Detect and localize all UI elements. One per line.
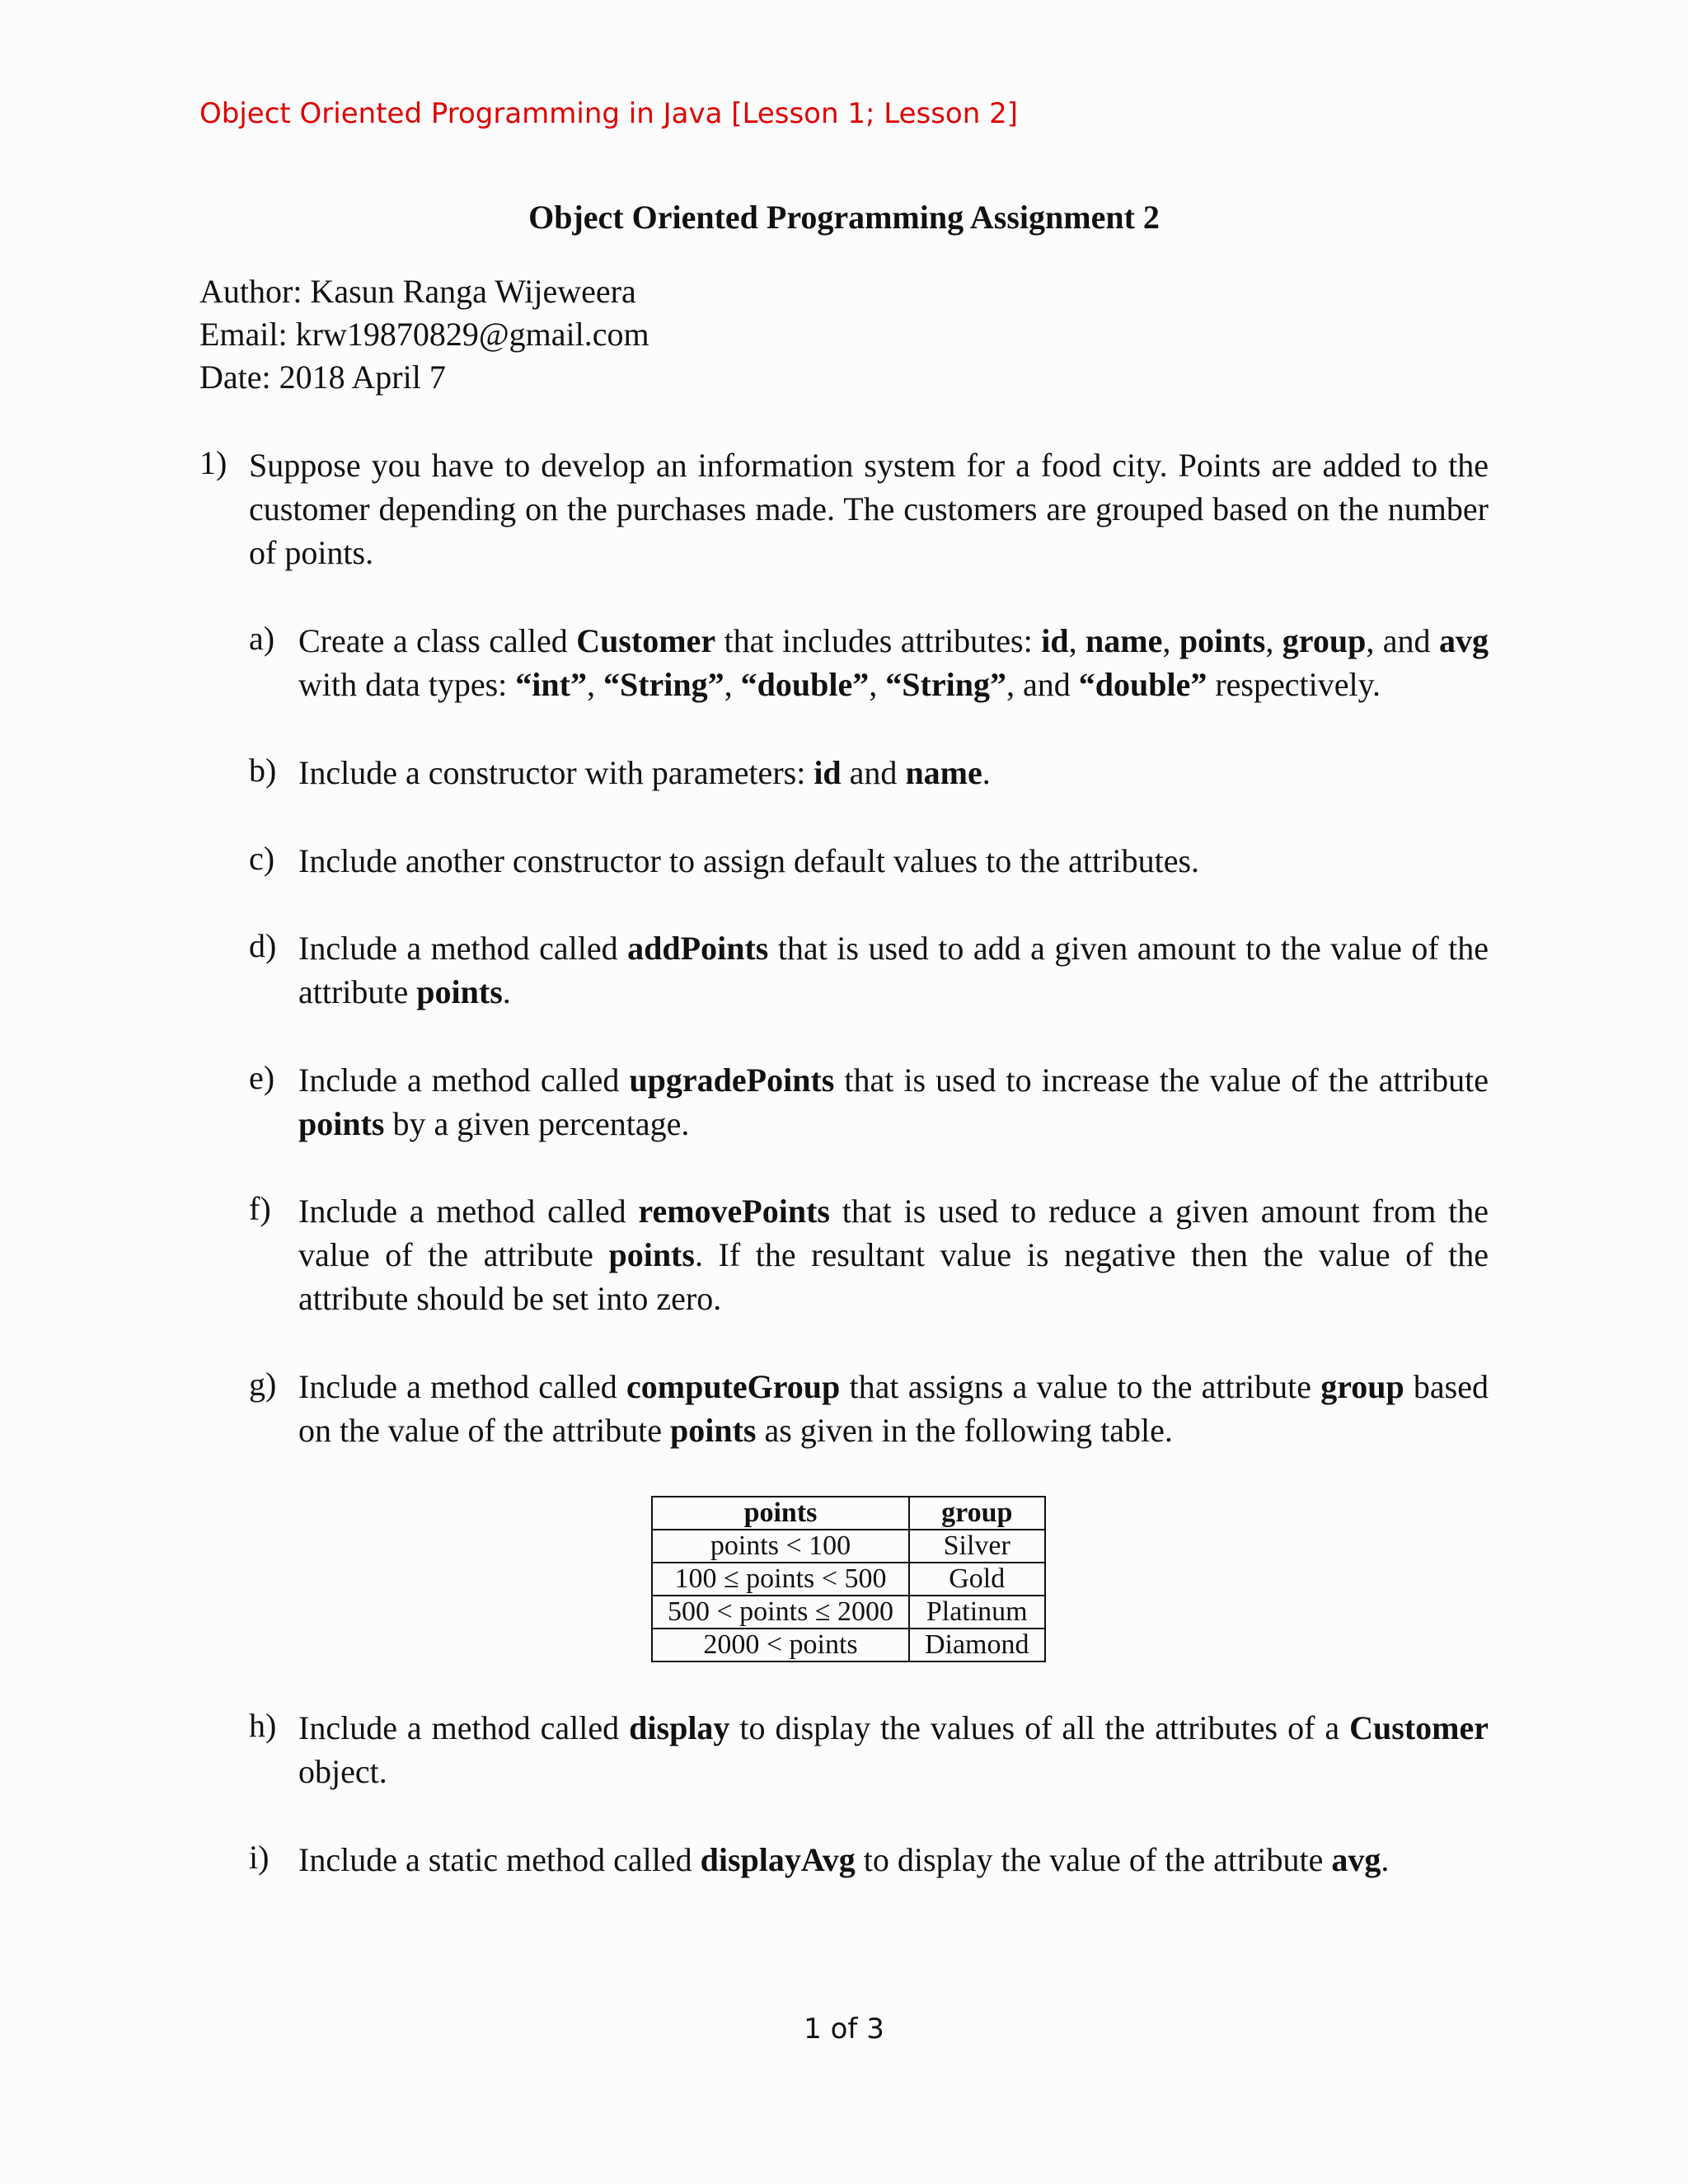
page-number: 1 of 3 bbox=[804, 2013, 884, 2046]
document-title: Object Oriented Programming Assignment 2 bbox=[528, 199, 1160, 236]
table-header-points: points bbox=[652, 1497, 909, 1530]
item-label-a: a) bbox=[249, 620, 275, 657]
table-row bbox=[652, 1629, 1045, 1661]
question-number: 1) bbox=[199, 444, 227, 481]
date-line: Date: 2018 April 7 bbox=[199, 359, 446, 396]
question-text: Suppose you have to develop an information system for a food city. Points are added to the customer depending on the purchases made. The customers are grouped based on the number of points. bbox=[249, 447, 1489, 571]
item-label-d: d) bbox=[249, 927, 277, 964]
item-text-g: Include a method called computeGroup that assigns a value to the attribute group based on the value of the attribute points as given in the following table. bbox=[298, 1368, 1489, 1449]
item-label-i: i) bbox=[249, 1839, 270, 1876]
table-cell-group: Silver bbox=[909, 1530, 1045, 1563]
item-text-a: Create a class called Customer that includes attributes: id, name, points, group, and avg with data types: “int”, “String”, “double”, “String”, and “double” respectively. bbox=[298, 622, 1489, 703]
table-cell-points: 100 ≤ points < 500 bbox=[652, 1563, 909, 1596]
table-cell-points: points < 100 bbox=[652, 1530, 909, 1563]
item-label-b: b) bbox=[249, 752, 277, 789]
item-text-b: Include a constructor with parameters: id and name. bbox=[298, 754, 991, 791]
table-header-group: group bbox=[909, 1497, 1045, 1530]
item-label-e: e) bbox=[249, 1059, 275, 1096]
table-row bbox=[652, 1530, 1045, 1563]
table-cell-group: Platinum bbox=[909, 1596, 1045, 1629]
item-label-g: g) bbox=[249, 1366, 277, 1403]
table-cell-group: Diamond bbox=[909, 1629, 1045, 1661]
item-text-c: Include another constructor to assign default values to the attributes. bbox=[298, 842, 1200, 879]
item-text-h: Include a method called display to display the values of all the attributes of a Customer object. bbox=[298, 1709, 1489, 1790]
page-header: Object Oriented Programming in Java [Lesson 1; Lesson 2] bbox=[199, 97, 1018, 130]
email-line: Email: krw19870829@gmail.com bbox=[199, 316, 649, 353]
table-header-row bbox=[652, 1497, 1045, 1530]
author-line: Author: Kasun Ranga Wijeweera bbox=[199, 273, 636, 310]
item-text-f: Include a method called removePoints that is used to reduce a given amount from the value of the attribute points. If the resultant value is negative then the value of the attribute should be set into zero. bbox=[298, 1193, 1489, 1317]
item-text-i: Include a static method called displayAvg to display the value of the attribute avg. bbox=[298, 1841, 1390, 1878]
item-label-c: c) bbox=[249, 840, 275, 877]
table-row bbox=[652, 1563, 1045, 1596]
points-group-table bbox=[651, 1496, 1046, 1662]
table-cell-group: Gold bbox=[909, 1563, 1045, 1596]
item-label-f: f) bbox=[249, 1190, 271, 1227]
table-row bbox=[652, 1596, 1045, 1629]
table-cell-points: 2000 < points bbox=[652, 1629, 909, 1661]
table-cell-points: 500 < points ≤ 2000 bbox=[652, 1596, 909, 1629]
item-text-d: Include a method called addPoints that is used to add a given amount to the value of the attribute points. bbox=[298, 930, 1489, 1010]
item-label-h: h) bbox=[249, 1707, 277, 1744]
item-text-e: Include a method called upgradePoints that is used to increase the value of the attribute points by a given percentage. bbox=[298, 1062, 1489, 1142]
